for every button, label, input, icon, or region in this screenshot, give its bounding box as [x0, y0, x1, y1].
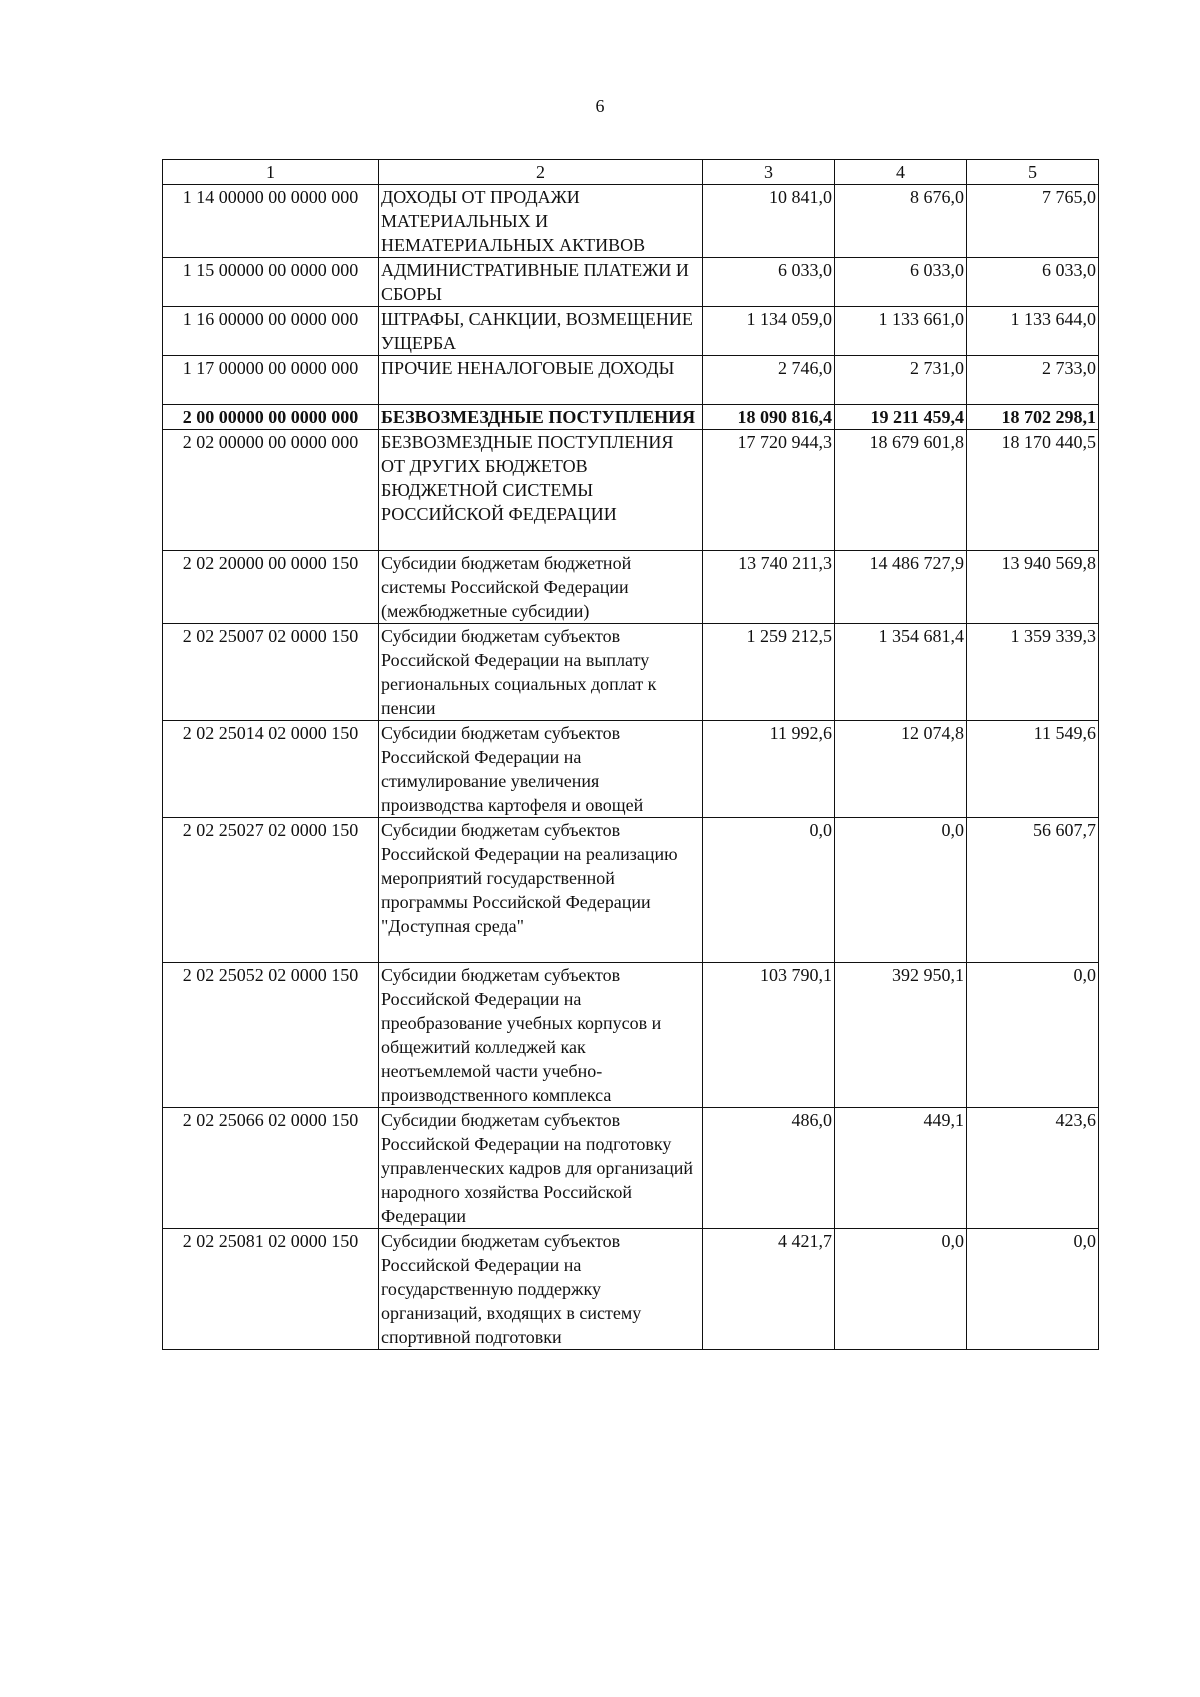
row-code-cell: 1 15 00000 00 0000 000	[163, 258, 379, 307]
row-value-3-cell: 4 421,7	[703, 1229, 835, 1350]
table-row	[163, 1229, 1099, 1350]
row-name-cell: ДОХОДЫ ОТ ПРОДАЖИ МАТЕРИАЛЬНЫХ И НЕМАТЕРИАЛЬНЫХ АКТИВОВ	[379, 185, 703, 258]
table-row	[163, 405, 1099, 430]
row-value-4-cell: 12 074,8	[835, 721, 967, 818]
table-row	[163, 818, 1099, 963]
table-row	[163, 185, 1099, 258]
row-name-cell: БЕЗВОЗМЕЗДНЫЕ ПОСТУПЛЕНИЯ	[379, 405, 703, 430]
column-header-1: 1	[163, 160, 379, 185]
table-row	[163, 430, 1099, 551]
table-row	[163, 258, 1099, 307]
row-value-5-cell: 1 359 339,3	[967, 624, 1099, 721]
row-value-4-cell: 18 679 601,8	[835, 430, 967, 551]
budget-table	[162, 159, 1099, 1350]
row-value-3-cell: 1 134 059,0	[703, 307, 835, 356]
page-number: 6	[595, 96, 605, 116]
row-name-text: ПРОЧИЕ НЕНАЛОГОВЫЕ ДОХОДЫ	[381, 358, 675, 378]
row-value-4-cell: 8 676,0	[835, 185, 967, 258]
row-value-4-cell: 0,0	[835, 818, 967, 963]
row-code-cell: 2 00 00000 00 0000 000	[163, 405, 379, 430]
row-name-cell: Субсидии бюджетам субъектов Российской Федерации на преобразование учебных корпусов и общежитий колледжей как неотъемлемой части учебно-производственного комплекса	[379, 963, 703, 1108]
row-value-3-cell: 6 033,0	[703, 258, 835, 307]
row-value-5-cell: 423,6	[967, 1108, 1099, 1229]
row-code-cell: 1 17 00000 00 0000 000	[163, 356, 379, 405]
row-value-5-cell: 18 702 298,1	[967, 405, 1099, 430]
row-value-4-cell: 0,0	[835, 1229, 967, 1350]
row-code-cell: 1 16 00000 00 0000 000	[163, 307, 379, 356]
row-name-cell	[379, 356, 703, 405]
row-code-cell: 2 02 25007 02 0000 150	[163, 624, 379, 721]
row-value-5-cell: 56 607,7	[967, 818, 1099, 963]
column-header-5: 5	[967, 160, 1099, 185]
table-row	[163, 963, 1099, 1108]
row-name-cell: Субсидии бюджетам субъектов Российской Федерации на стимулирование увеличения производства картофеля и овощей	[379, 721, 703, 818]
table-row	[163, 356, 1099, 405]
row-value-3-cell: 17 720 944,3	[703, 430, 835, 551]
row-code-cell: 2 02 25014 02 0000 150	[163, 721, 379, 818]
table-row	[163, 721, 1099, 818]
table-row	[163, 551, 1099, 624]
table-row	[163, 624, 1099, 721]
row-code-cell: 2 02 25027 02 0000 150	[163, 818, 379, 963]
row-name-cell: Субсидии бюджетам субъектов Российской Федерации на государственную поддержку организаций, входящих в систему спортивной подготовки	[379, 1229, 703, 1350]
row-name-cell	[379, 818, 703, 963]
row-value-5-cell: 0,0	[967, 963, 1099, 1108]
row-code-cell: 2 02 00000 00 0000 000	[163, 430, 379, 551]
row-value-5-cell: 7 765,0	[967, 185, 1099, 258]
row-value-4-cell: 14 486 727,9	[835, 551, 967, 624]
row-name-cell: Субсидии бюджетам бюджетной системы Российской Федерации (межбюджетные субсидии)	[379, 551, 703, 624]
row-value-4-cell: 2 731,0	[835, 356, 967, 405]
column-header-2: 2	[379, 160, 703, 185]
row-value-4-cell: 1 354 681,4	[835, 624, 967, 721]
row-value-3-cell: 486,0	[703, 1108, 835, 1229]
row-name-cell: Субсидии бюджетам субъектов Российской Федерации на выплату региональных социальных доплат к пенсии	[379, 624, 703, 721]
row-value-5-cell: 6 033,0	[967, 258, 1099, 307]
row-value-5-cell: 1 133 644,0	[967, 307, 1099, 356]
row-value-5-cell: 18 170 440,5	[967, 430, 1099, 551]
row-value-3-cell: 0,0	[703, 818, 835, 963]
row-value-3-cell: 13 740 211,3	[703, 551, 835, 624]
row-code-cell: 2 02 25081 02 0000 150	[163, 1229, 379, 1350]
row-value-5-cell: 2 733,0	[967, 356, 1099, 405]
row-name-text: БЕЗВОЗМЕЗДНЫЕ ПОСТУПЛЕНИЯ ОТ ДРУГИХ БЮДЖЕТОВ БЮДЖЕТНОЙ СИСТЕМЫ РОССИЙСКОЙ ФЕДЕРАЦИИ	[381, 432, 674, 524]
row-value-3-cell: 2 746,0	[703, 356, 835, 405]
row-name-cell: АДМИНИСТРАТИВНЫЕ ПЛАТЕЖИ И СБОРЫ	[379, 258, 703, 307]
column-header-4: 4	[835, 160, 967, 185]
row-code-cell: 2 02 20000 00 0000 150	[163, 551, 379, 624]
row-value-5-cell: 11 549,6	[967, 721, 1099, 818]
row-value-3-cell: 10 841,0	[703, 185, 835, 258]
row-value-5-cell: 0,0	[967, 1229, 1099, 1350]
table-row	[163, 307, 1099, 356]
row-value-3-cell: 18 090 816,4	[703, 405, 835, 430]
row-value-3-cell: 103 790,1	[703, 963, 835, 1108]
row-value-4-cell: 1 133 661,0	[835, 307, 967, 356]
table-header-row	[163, 160, 1099, 185]
column-header-3: 3	[703, 160, 835, 185]
row-name-text: Субсидии бюджетам субъектов Российской Федерации на реализацию мероприятий государственной программы Российской Федерации "Доступная среда"	[381, 820, 678, 936]
row-value-3-cell: 1 259 212,5	[703, 624, 835, 721]
row-name-cell	[379, 430, 703, 551]
row-name-cell: Субсидии бюджетам субъектов Российской Федерации на подготовку управленческих кадров для организаций народного хозяйства Российской Федерации	[379, 1108, 703, 1229]
row-value-5-cell: 13 940 569,8	[967, 551, 1099, 624]
row-code-cell: 2 02 25052 02 0000 150	[163, 963, 379, 1108]
row-value-4-cell: 392 950,1	[835, 963, 967, 1108]
table-row	[163, 1108, 1099, 1229]
row-value-4-cell: 449,1	[835, 1108, 967, 1229]
row-code-cell: 1 14 00000 00 0000 000	[163, 185, 379, 258]
row-name-cell: ШТРАФЫ, САНКЦИИ, ВОЗМЕЩЕНИЕ УЩЕРБА	[379, 307, 703, 356]
row-value-4-cell: 6 033,0	[835, 258, 967, 307]
row-value-3-cell: 11 992,6	[703, 721, 835, 818]
row-code-cell: 2 02 25066 02 0000 150	[163, 1108, 379, 1229]
row-value-4-cell: 19 211 459,4	[835, 405, 967, 430]
table-body	[163, 185, 1099, 1350]
